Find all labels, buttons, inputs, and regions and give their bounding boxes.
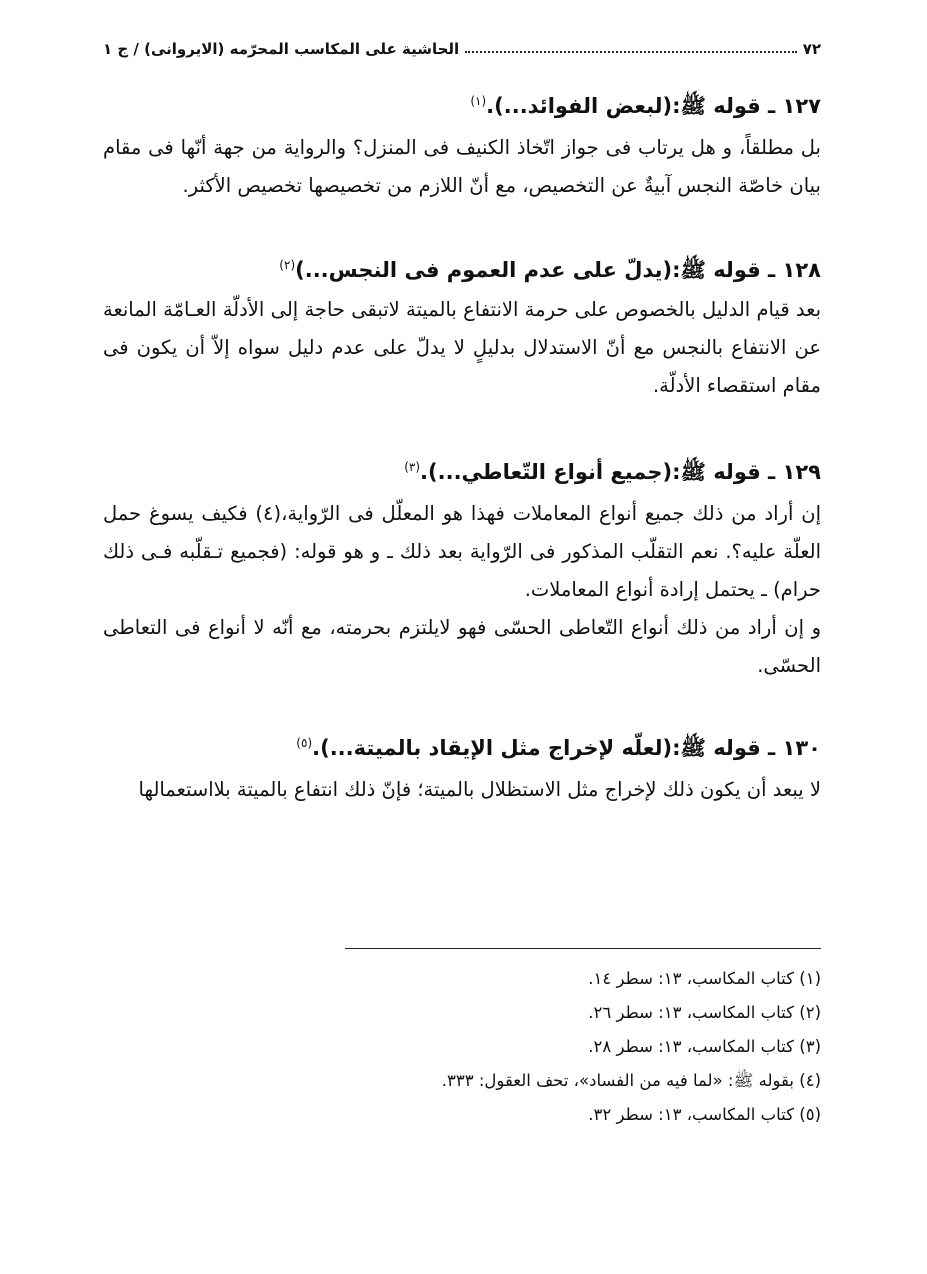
- footnote-divider: [345, 948, 821, 949]
- footnotes: [345, 962, 821, 1132]
- footnote: (٣) كتاب المكاسب، ١٣: سطر ٢٨.: [588, 1037, 821, 1056]
- running-header: [103, 36, 821, 62]
- footnote: (٢) كتاب المكاسب، ١٣: سطر ٢٦.: [588, 1003, 821, 1022]
- entry-128: [103, 248, 821, 405]
- entry-heading: ١٣٠ ـ قوله ﷺ:(لعلّه لإخراج مثل الإيقاد بالميتة...).$^{(٥)}$: [296, 736, 821, 760]
- paragraph: بل مطلقاً، و هل يرتاب فى جواز اتّخاذ الكنيف فى المنزل؟ والرواية من جهة أنّها فى مقام بيان خاصّة النجس آبيةٌ عن التخصيص، مع أنّ اللازم من تخصيصها تخصيص الأكثر.: [103, 136, 821, 197]
- entry-heading: ١٢٨ ـ قوله ﷺ:(يدلّ على عدم العموم فى النجس...)$^{(٢)}$: [279, 258, 821, 282]
- footnote-ref: (٥): [296, 736, 313, 750]
- page-number: ٧٢: [802, 40, 821, 58]
- paragraph: بعد قيام الدليل بالخصوص على حرمة الانتفاع بالميتة لاتبقى حاجة إلى الأدلّة العـامّة المانعة عن الانتفاع بالنجس مع أنّ الاستدلال بدليلٍ لا يدلّ على عدم دليل سواه إلاّ أن يكون فى مقام استقصاء الأدلّة.: [103, 298, 821, 397]
- entry-heading: ١٢٩ ـ قوله ﷺ:(جميع أنواع التّعاطي...).$^{(٣)}$: [404, 460, 821, 484]
- entry-130: [103, 726, 821, 809]
- footnote: (٤) بقوله ﷺ: «لما فيه من الفساد»، تحف العقول: ٣٣٣.: [441, 1071, 821, 1090]
- footnote: (٥) كتاب المكاسب، ١٣: سطر ٣٢.: [588, 1105, 821, 1124]
- running-title: الحاشية على المكاسب المحرّمه (الايروانى) / ج ١: [103, 40, 460, 58]
- paragraph: لا يبعد أن يكون ذلك لإخراج مثل الاستظلال بالميتة؛ فإنّ ذلك انتفاع بالميتة بلااستعمالها: [138, 778, 821, 801]
- entry-heading: ١٢٧ ـ قوله ﷺ:(لبعض الفوائد...).$^{(١)}$: [470, 94, 821, 118]
- leader-dots: [465, 51, 797, 53]
- entry-127: [103, 84, 821, 205]
- paragraph: إن أراد من ذلك جميع أنواع المعاملات فهذا هو المعلّل فى الرّواية،(٤) فكيف يسوغ حمل العلّة عليه؟. نعم التقلّب المذكور فى الرّواية بعد ذلك ـ و هو قوله: (فجميع تـقلّبه فـى ذلك حرام) ـ يحتمل إرادة أنواع المعاملات.: [103, 502, 821, 601]
- entry-129: [103, 450, 821, 685]
- footnote-ref: (٣): [404, 460, 421, 474]
- paragraph: و إن أراد من ذلك أنواع التّعاطى الحسّى فهو لايلتزم بحرمته، مع أنّه لا أنواع فى التعاطى الحسّى.: [103, 616, 821, 677]
- footnote-ref: (١): [470, 94, 487, 108]
- footnote: (١) كتاب المكاسب، ١٣: سطر ١٤.: [588, 969, 821, 988]
- footnote-ref: (٢): [279, 258, 296, 272]
